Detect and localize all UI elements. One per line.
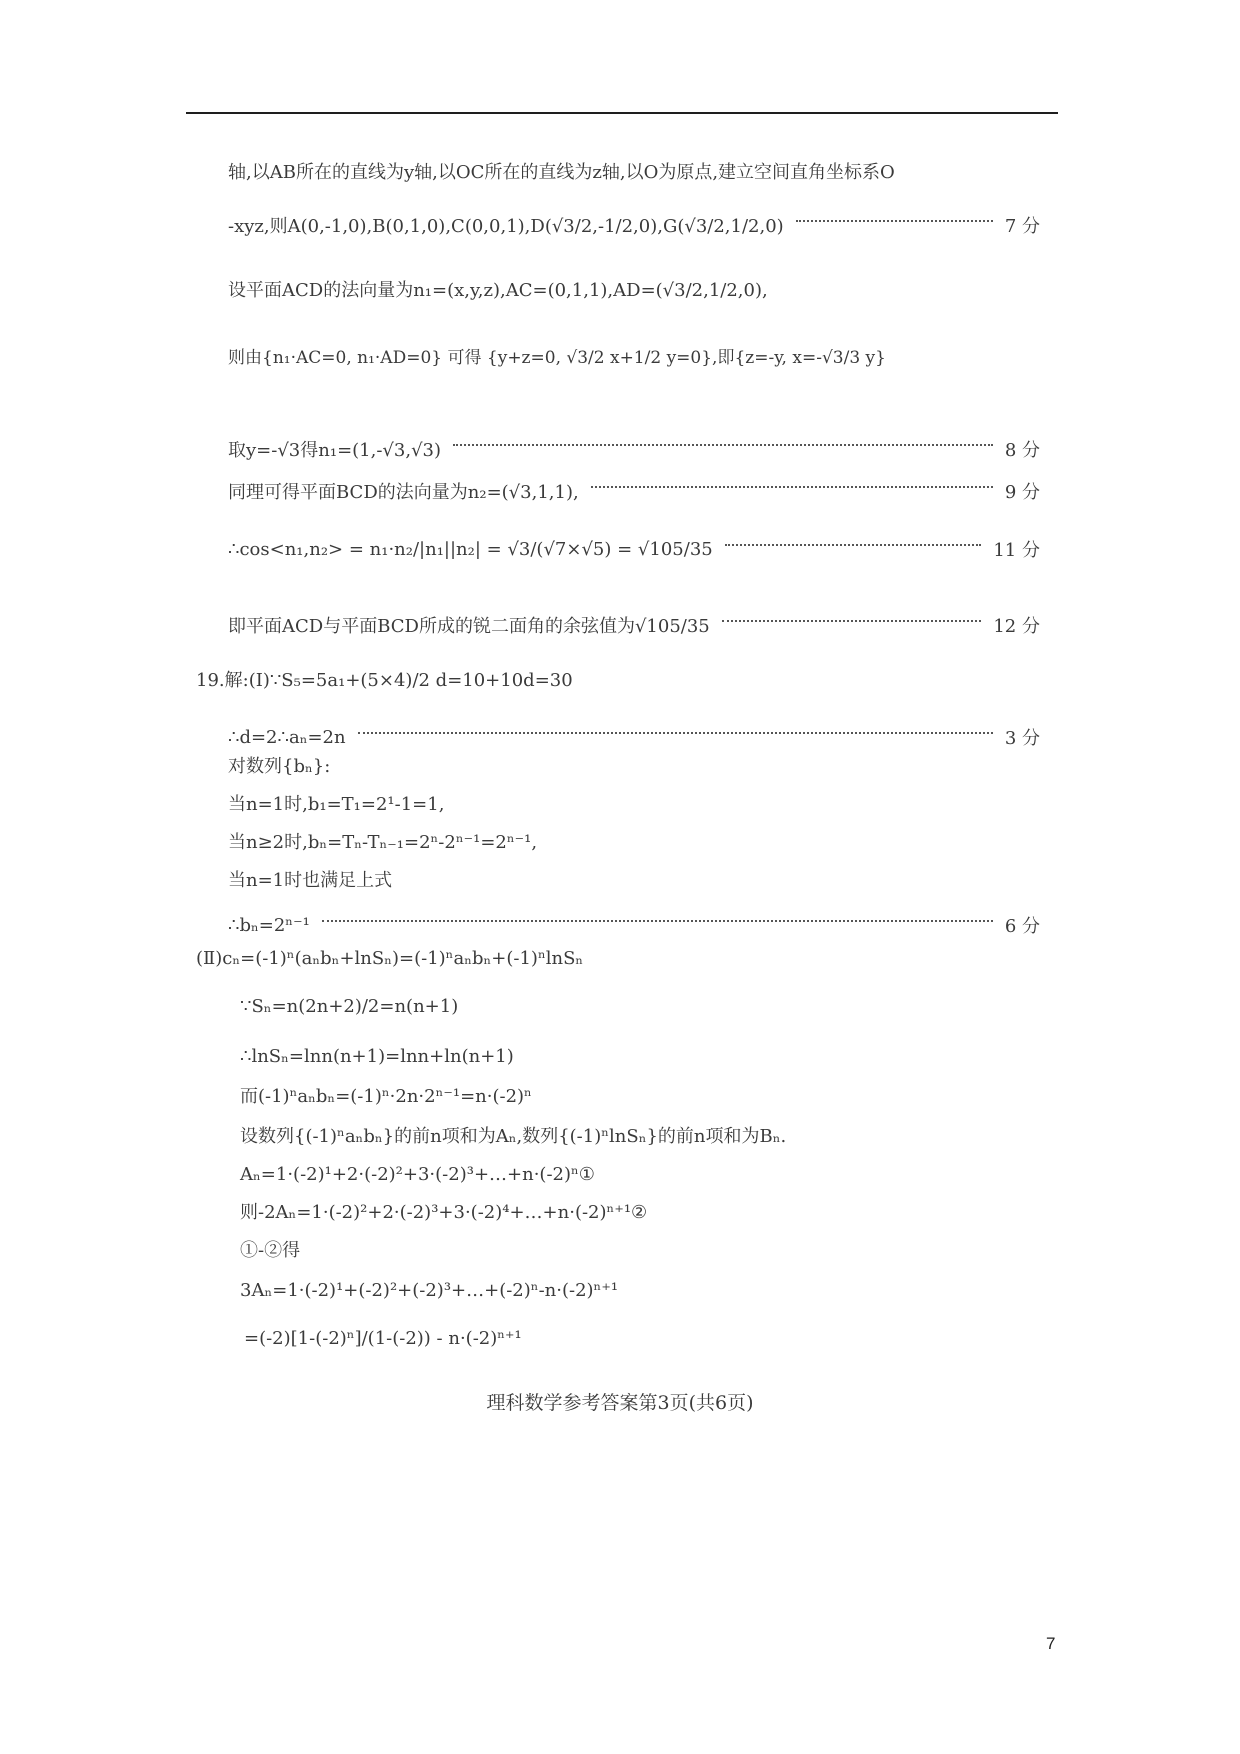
q18-line-8: 即平面ACD与平面BCD所成的锐二面角的余弦值为√105/35 (228, 616, 710, 637)
dot-leader (358, 732, 993, 734)
q18-line-6: 同理可得平面BCD的法向量为n₂=(√3,1,1), (228, 482, 579, 503)
q18-line-7-row (228, 536, 1040, 562)
q18-line-3: 设平面ACD的法向量为n₁=(x,y,z),AC=(0,1,1),AD=(√3/2,1/2,0), (228, 280, 768, 301)
q19-line-2-row (228, 724, 1040, 750)
q19-line-9: ∵Sₙ=n(2n+2)/2=n(n+1) (240, 996, 459, 1017)
q19-line-2: ∴d=2∴aₙ=2n (228, 726, 346, 748)
score-8: 8 分 (1004, 440, 1040, 461)
q18-line-7: ∴cos<n₁,n₂> = n₁·n₂/|n₁||n₂| = √3/(√7×√5) = √105/35 (228, 538, 713, 560)
q19-line-15: ①-②得 (240, 1240, 301, 1261)
q19-line-1: 19.解:(Ⅰ)∵S₅=5a₁+(5×4)/2 d=10+10d=30 (196, 670, 573, 691)
q18-line-5-row (228, 436, 1040, 462)
q18-line-5: 取y=-√3得n₁=(1,-√3,√3) (228, 440, 442, 461)
q18-line-2-row (228, 212, 1040, 238)
q19-line-10: ∴lnSₙ=lnn(n+1)=lnn+ln(n+1) (240, 1046, 514, 1067)
q19-line-3: 对数列{bₙ}: (228, 756, 331, 777)
q19-line-8: (Ⅱ)cₙ=(-1)ⁿ(aₙbₙ+lnSₙ)=(-1)ⁿaₙbₙ+(-1)ⁿlnSₙ (196, 948, 584, 969)
q19-line-13: Aₙ=1·(-2)¹+2·(-2)²+3·(-2)³+…+n·(-2)ⁿ① (240, 1164, 595, 1185)
score-9: 9 分 (1004, 482, 1040, 503)
q18-line-8-row (228, 612, 1040, 638)
q18-line-4: 则由{n₁·AC=0, n₁·AD=0} 可得 {y+z=0, √3/2 x+1/2 y=0},即{z=-y, x=-√3/3 y} (228, 348, 886, 368)
q19-line-11: 而(-1)ⁿaₙbₙ=(-1)ⁿ·2n·2ⁿ⁻¹=n·(-2)ⁿ (240, 1086, 532, 1107)
q19-line-12: 设数列{(-1)ⁿaₙbₙ}的前n项和为Aₙ,数列{(-1)ⁿlnSₙ}的前n项和为Bₙ. (240, 1126, 787, 1147)
score-3: 3 分 (1004, 728, 1040, 749)
q19-line-17: =(-2)[1-(-2)ⁿ]/(1-(-2)) - n·(-2)ⁿ⁺¹ (244, 1328, 522, 1349)
dot-leader (591, 486, 993, 488)
dot-leader (722, 620, 982, 622)
score-11: 11 分 (993, 540, 1040, 561)
page-number: 7 (1046, 1634, 1056, 1653)
q18-line-6-row (228, 478, 1040, 504)
q18-line-1: 轴,以AB所在的直线为y轴,以OC所在的直线为z轴,以O为原点,建立空间直角坐标系O (228, 162, 895, 183)
page-footer: 理科数学参考答案第3页(共6页) (486, 1392, 754, 1414)
q19-line-6: 当n=1时也满足上式 (228, 870, 393, 891)
score-7: 7 分 (1004, 216, 1040, 237)
q19-line-5: 当n≥2时,bₙ=Tₙ-Tₙ₋₁=2ⁿ-2ⁿ⁻¹=2ⁿ⁻¹, (228, 832, 538, 853)
q19-line-7: ∴bₙ=2ⁿ⁻¹ (228, 914, 310, 936)
q19-line-4: 当n=1时,b₁=T₁=2¹-1=1, (228, 794, 445, 815)
dot-leader (322, 920, 993, 922)
dot-leader (453, 444, 993, 446)
q19-line-16: 3Aₙ=1·(-2)¹+(-2)²+(-2)³+…+(-2)ⁿ-n·(-2)ⁿ⁺¹ (240, 1280, 619, 1301)
dot-leader (796, 220, 993, 222)
q18-line-2: -xyz,则A(0,-1,0),B(0,1,0),C(0,0,1),D(√3/2,-1/2,0),G(√3/2,1/2,0) (228, 216, 784, 237)
score-6: 6 分 (1004, 916, 1040, 937)
q19-line-14: 则-2Aₙ=1·(-2)²+2·(-2)³+3·(-2)⁴+…+n·(-2)ⁿ⁺¹② (240, 1202, 648, 1223)
q19-line-7-row (228, 912, 1040, 938)
dot-leader (725, 544, 982, 546)
header-rule (186, 112, 1058, 114)
score-12: 12 分 (993, 616, 1040, 637)
